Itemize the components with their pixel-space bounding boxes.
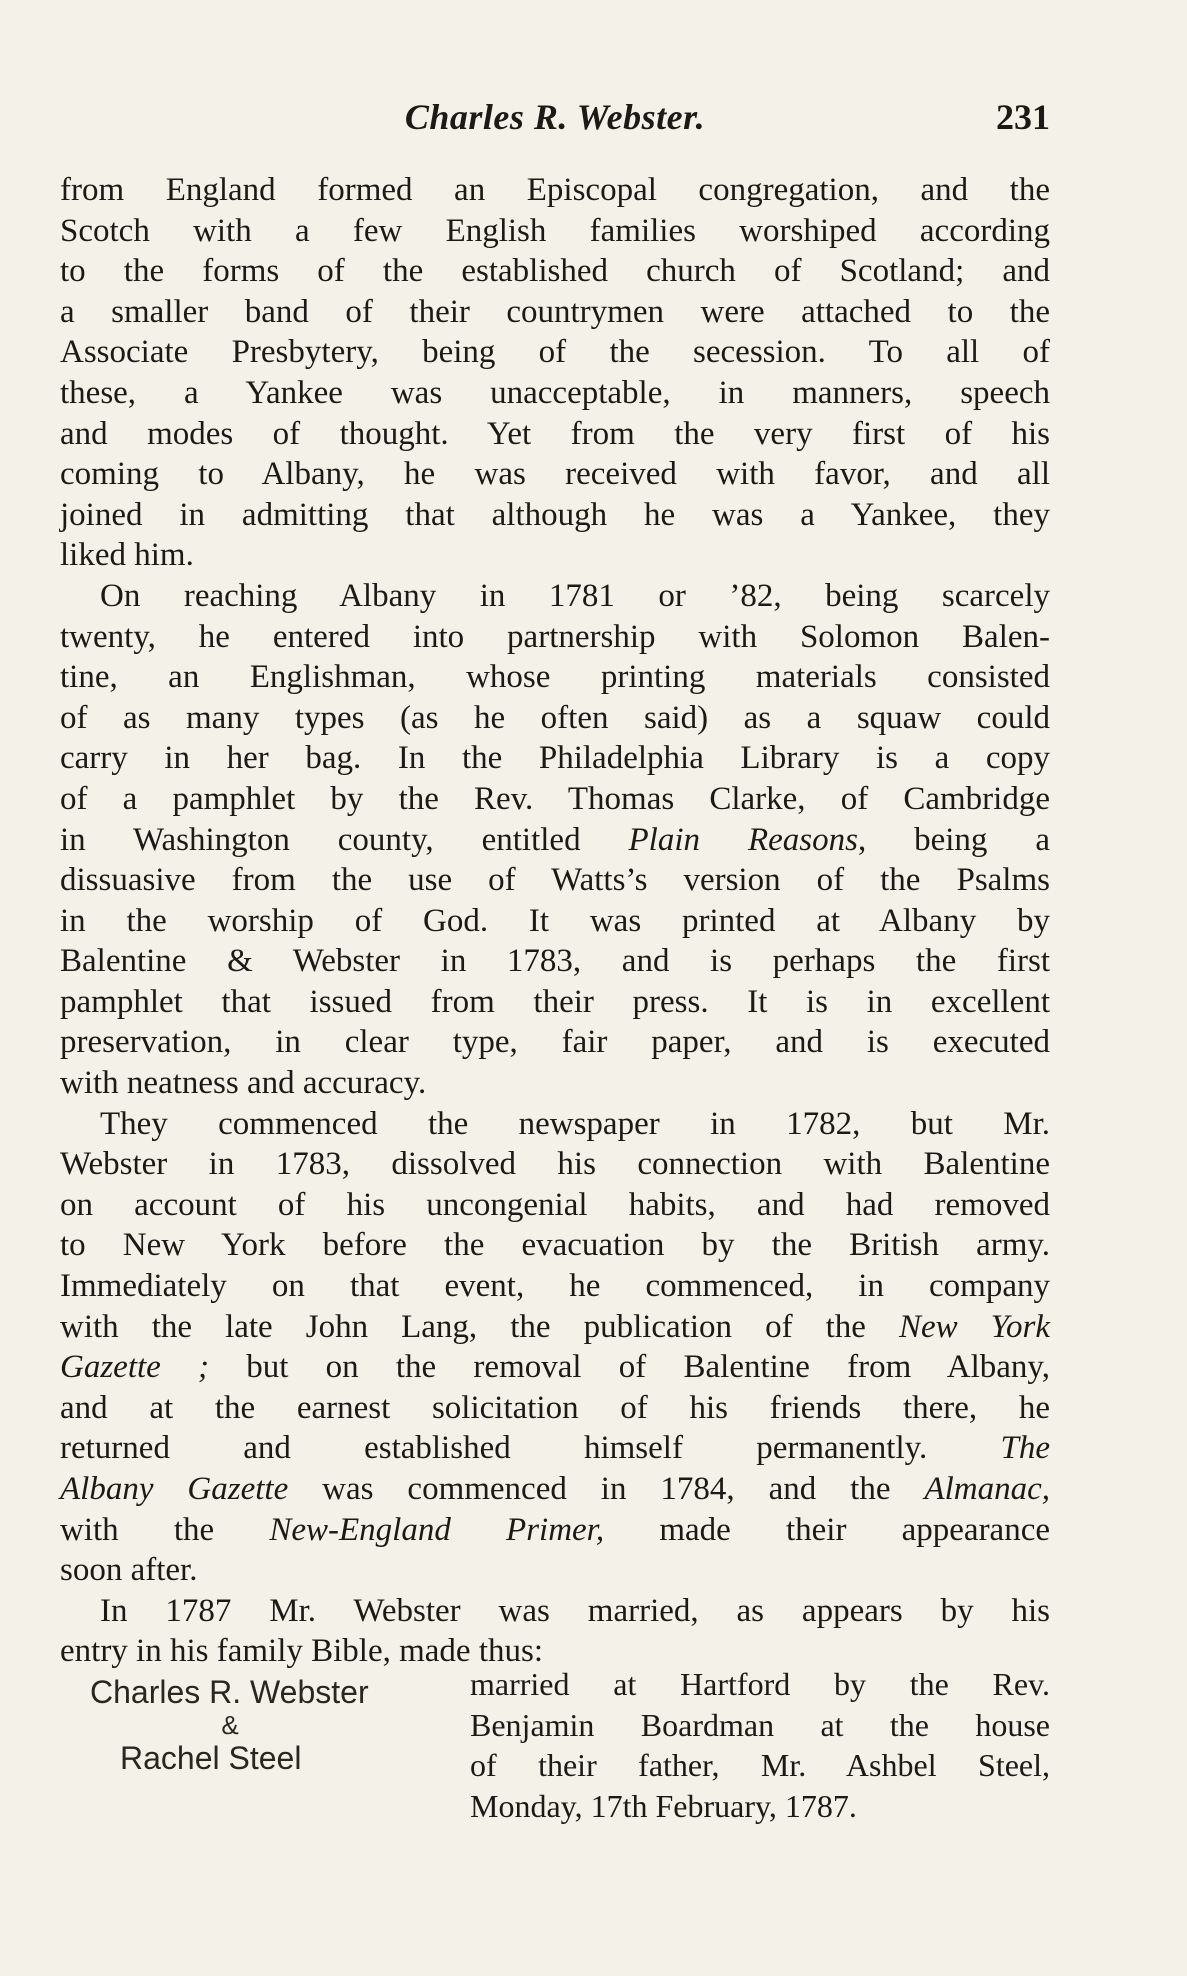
text-line: in the worship of God. It was printed at Albany by xyxy=(60,902,1050,939)
bible-entry xyxy=(60,1664,1050,1836)
text-run: returned and established himself permanently. xyxy=(60,1430,1001,1467)
text-line: tine, an Englishman, whose printing materials consisted xyxy=(60,659,1050,696)
text-line: Balentine & Webster in 1783, and is perhaps the first xyxy=(60,943,1050,980)
text-line: joined in admitting that although he was a Yankee, they xyxy=(60,496,1050,533)
text-run: but on the removal of Balentine from Albany, xyxy=(209,1349,1050,1386)
text-line: On reaching Albany in 1781 or ’82, being scarcely xyxy=(100,577,1050,614)
text-line: from England formed an Episcopal congregation, and the xyxy=(60,172,1050,208)
text-line: preservation, in clear type, fair paper, and is executed xyxy=(60,1024,1050,1061)
bride-name: Rachel Steel xyxy=(120,1740,302,1776)
bible-entry-names xyxy=(90,1674,450,1776)
paragraph xyxy=(60,170,1050,576)
text-line: on account of his uncongenial habits, and had removed xyxy=(60,1186,1050,1223)
text-line: liked him. xyxy=(60,537,194,574)
text-line: twenty, he entered into partnership with Solomon Balen- xyxy=(60,618,1050,655)
body-text xyxy=(60,170,1050,1672)
entry-line: Benjamin Boardman at the house xyxy=(470,1706,1050,1743)
bible-entry-text xyxy=(470,1664,1050,1826)
text-line: of as many types (as he often said) as a squaw could xyxy=(60,699,1050,736)
text-line: of a pamphlet by the Rev. Thomas Clarke, of Cambridge xyxy=(60,780,1050,817)
text-line: In 1787 Mr. Webster was married, as appears by his xyxy=(100,1592,1050,1629)
text-line xyxy=(60,820,1050,861)
italic-title: Plain Reasons xyxy=(628,821,858,858)
text-line xyxy=(60,1510,1050,1551)
italic-title: Gazette ; xyxy=(60,1349,210,1386)
paragraph xyxy=(60,1104,1050,1591)
text-line: to New York before the evacuation by the British army. xyxy=(60,1227,1050,1264)
text-line: carry in her bag. In the Philadelphia Library is a copy xyxy=(60,740,1050,777)
text-line: entry in his family Bible, made thus: xyxy=(60,1633,544,1670)
text-run: with the xyxy=(60,1511,270,1548)
text-run: was commenced in 1784, and the xyxy=(288,1471,925,1507)
text-run: , being a xyxy=(857,821,1051,858)
text-line: Webster in 1783, dissolved his connection with Balentine xyxy=(60,1146,1050,1183)
text-line: Scotch with a few English families worshiped according xyxy=(60,212,1050,249)
running-head xyxy=(60,96,1050,144)
text-line xyxy=(60,1428,1050,1469)
italic-title: New York xyxy=(898,1308,1050,1345)
text-line xyxy=(60,1307,1050,1348)
entry-line: married at Hartford by the Rev. xyxy=(470,1666,1050,1702)
paragraph xyxy=(60,1591,1050,1672)
text-line: Associate Presbytery, being of the secession. To all of xyxy=(60,334,1050,371)
text-run: made their appearance xyxy=(604,1511,1050,1548)
entry-line: of their father, Mr. Ashbel Steel, xyxy=(470,1747,1050,1783)
text-line: these, a Yankee was unacceptable, in manners, speech xyxy=(60,374,1050,411)
text-line: and modes of thought. Yet from the very first of his xyxy=(60,415,1050,452)
italic-title: Almanac, xyxy=(924,1471,1050,1507)
italic-title: New-England Primer, xyxy=(269,1511,605,1548)
text-line xyxy=(60,1469,1050,1510)
text-line: to the forms of the established church of Scotland; and xyxy=(60,253,1050,290)
italic-title: Albany Gazette xyxy=(60,1471,289,1507)
italic-title: The xyxy=(1000,1430,1050,1467)
paragraph xyxy=(60,576,1050,1104)
page-title: Charles R. Webster. xyxy=(404,97,706,137)
text-line: a smaller band of their countrymen were attached to the xyxy=(60,293,1050,330)
ampersand: & xyxy=(221,1710,239,1740)
text-line: and at the earnest solicitation of his friends there, he xyxy=(60,1389,1050,1426)
text-line: dissuasive from the use of Watts’s version of the Psalms xyxy=(60,862,1050,899)
text-run: with the late John Lang, the publication of the xyxy=(60,1308,899,1345)
text-line xyxy=(60,1347,1050,1388)
entry-line: Monday, 17th February, 1787. xyxy=(470,1787,857,1824)
groom-name: Charles R. Webster xyxy=(90,1674,369,1710)
text-run: in Washington county, entitled xyxy=(60,821,629,858)
text-line: pamphlet that issued from their press. It is in excellent xyxy=(60,983,1050,1020)
page-number: 231 xyxy=(996,97,1050,137)
text-line: coming to Albany, he was received with favor, and all xyxy=(60,456,1050,493)
text-line: Immediately on that event, he commenced, in company xyxy=(60,1268,1050,1305)
text-line: soon after. xyxy=(60,1552,198,1589)
text-line: with neatness and accuracy. xyxy=(60,1065,427,1102)
text-line: They commenced the newspaper in 1782, but Mr. xyxy=(100,1105,1050,1142)
